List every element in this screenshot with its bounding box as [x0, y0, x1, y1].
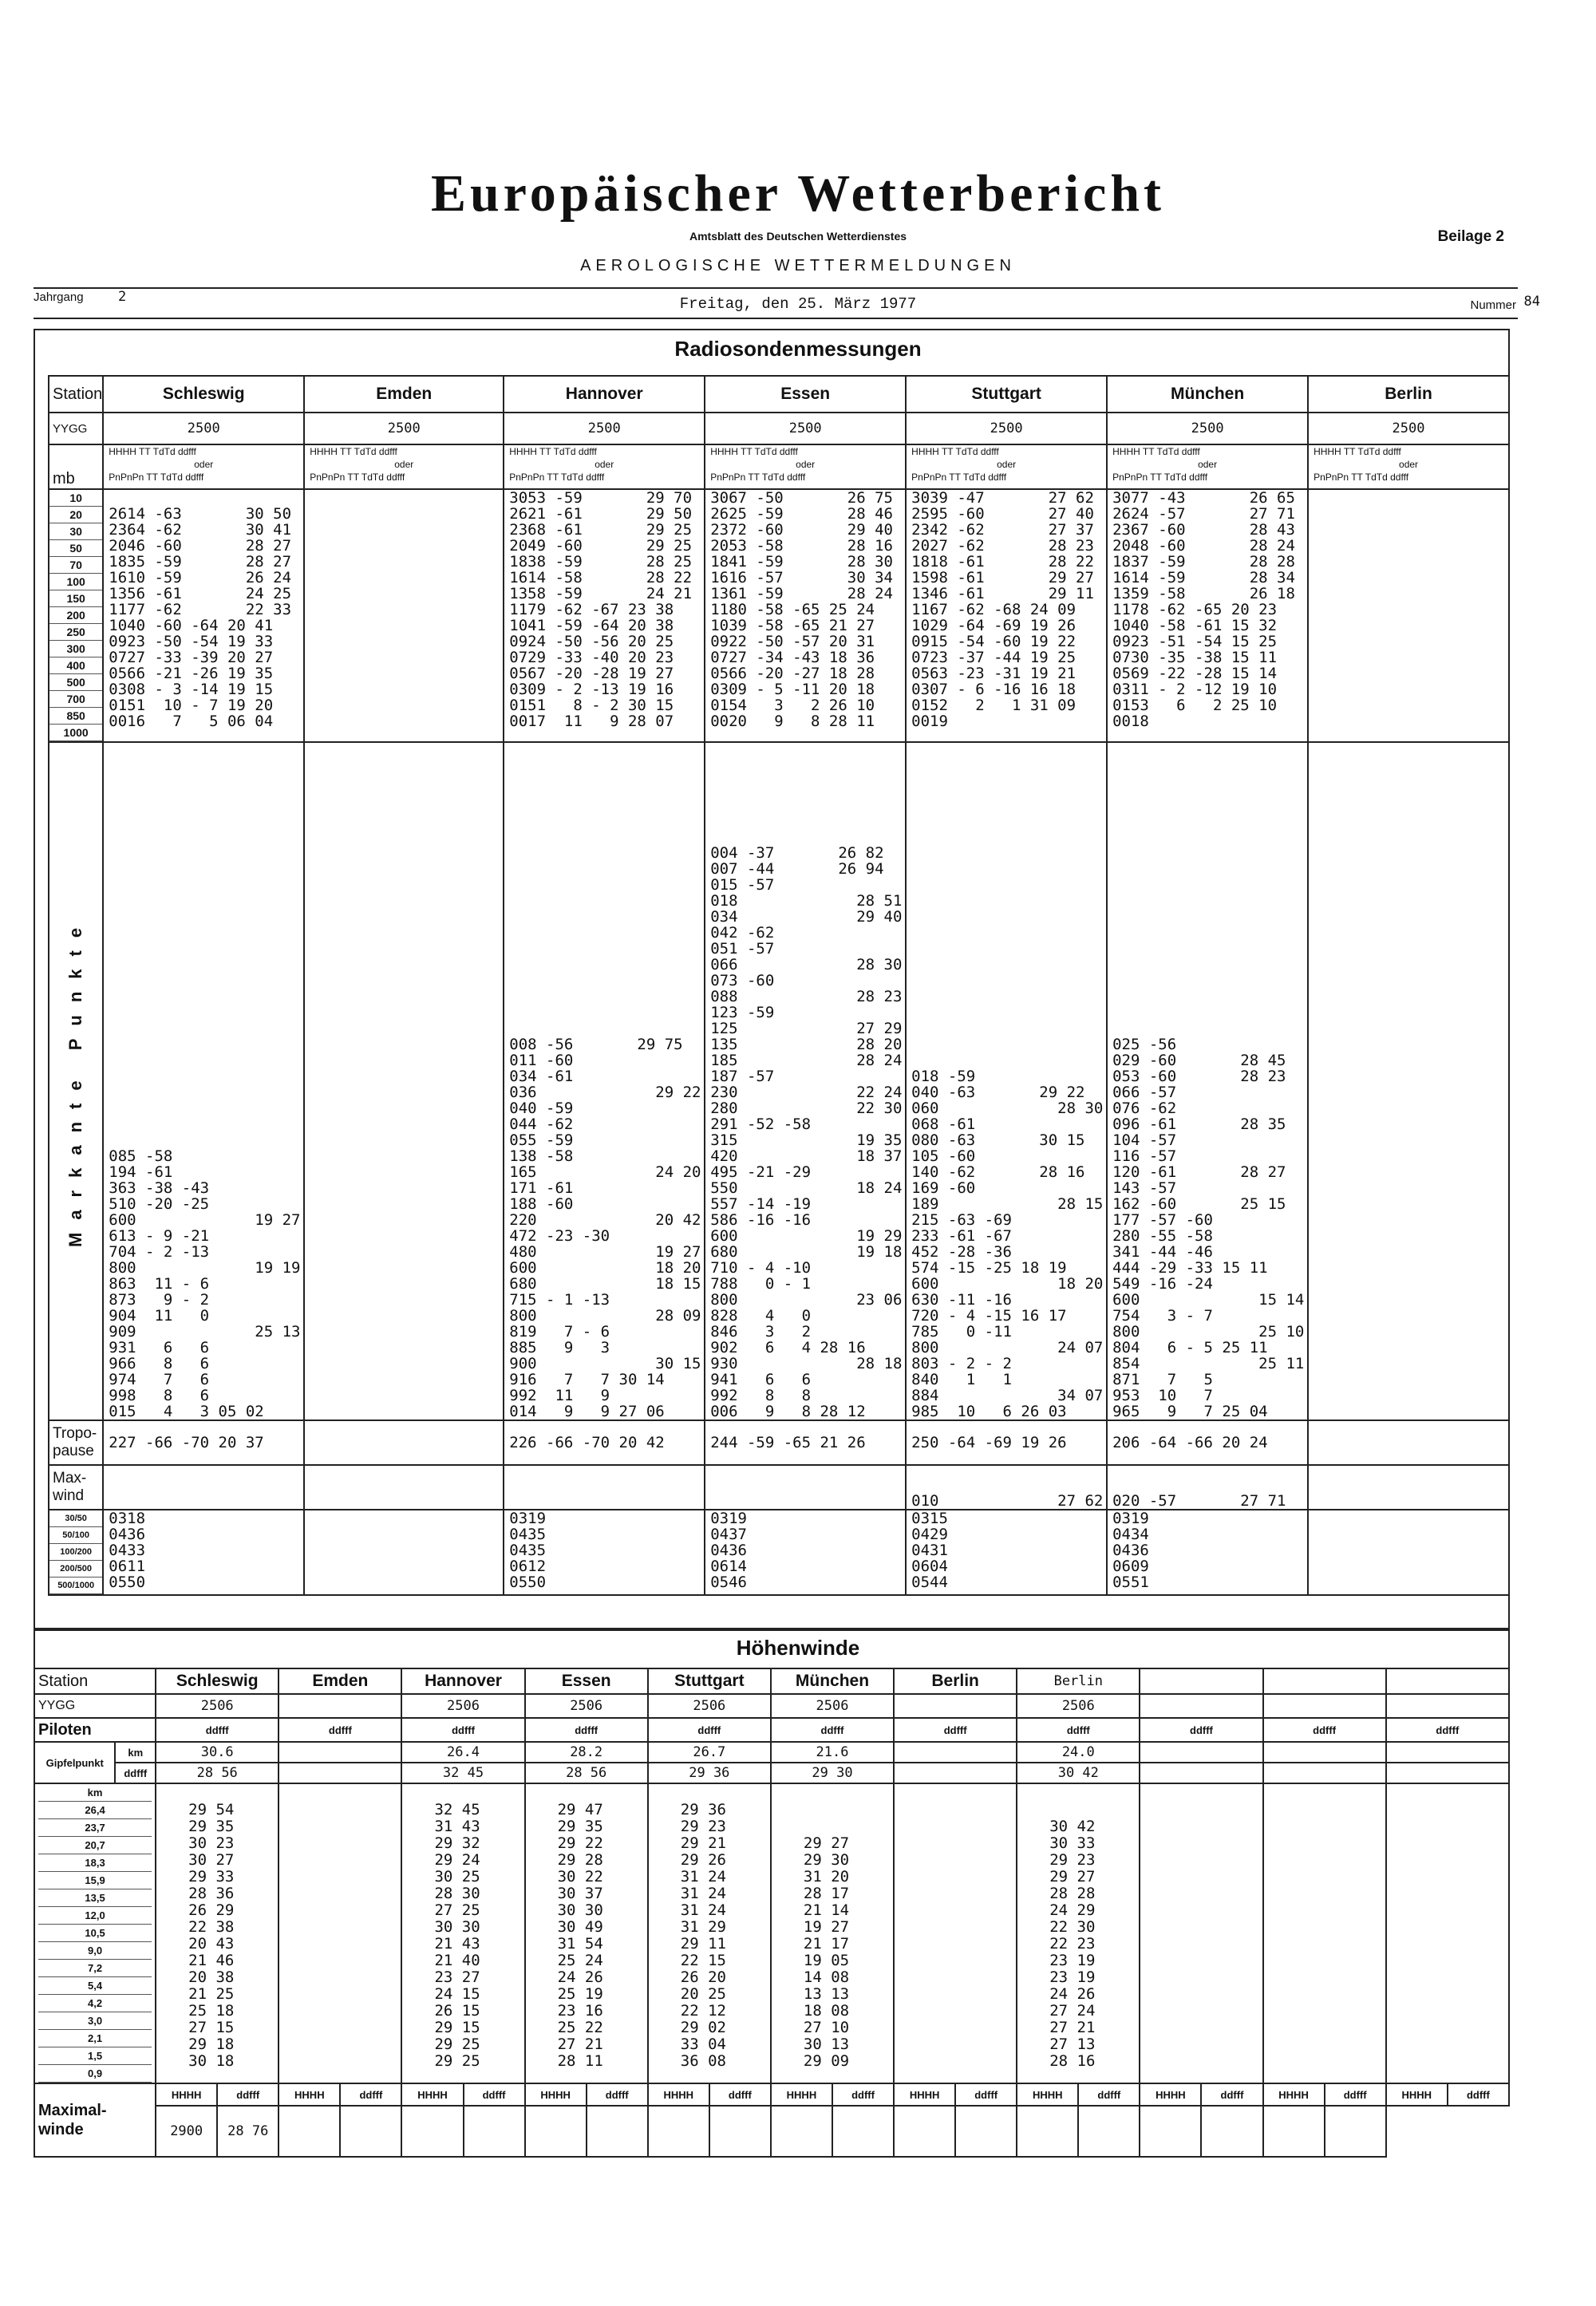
height-level: 13,5	[38, 1889, 152, 1907]
height-level: 23,7	[38, 1819, 152, 1837]
ddfff-header: ddfff	[525, 1718, 648, 1742]
marked-points-data: 025 -56 029 -60 28 45 053 -60 28 23 066 -57 076 -62 096 -61 28 35 104 -57 116 -57 120 -61 28 27 143 -57 162 -60 25 15 177 -57 -60 280 -55 -58 341 -44 -46 444 -29 -33 15 11 549 -16 -24 600 15 14 754 3 - 7 800 25 10 804 6 - 5 25 11 854 25 11 871 7 5 953 10 7 965 9 7 25 04	[1107, 742, 1308, 1420]
wind-column: 32 45 31 43 29 32 29 24 30 25 28 30 27 25 30 30 21 43 21 40 23 27 24 15 26 15 29 15 29 25 29 25	[401, 1783, 524, 2083]
level-label: 20	[49, 507, 102, 523]
section-heading: AEROLOGISCHE WETTERMELDUNGEN	[580, 257, 1016, 274]
gipfel-wind-value: 29 30	[771, 1763, 894, 1783]
gipfel-km-value: 26.4	[401, 1742, 524, 1763]
header-bottom: PnPnPn TT TdTd ddfff	[1314, 472, 1409, 483]
header-top: HHHH TT TdTd ddfff	[1112, 446, 1200, 457]
height-level: 2,1	[38, 2030, 152, 2047]
gipfel-wind-value: 28 56	[156, 1763, 279, 1783]
height-level: 9,0	[38, 1942, 152, 1960]
hw-yygg-value	[894, 1694, 1017, 1718]
wind-column: 30 42 30 33 29 23 29 27 28 28 24 29 22 30 22 23 23 19 23 19 24 26 27 24 27 21 27 13 28 16	[1017, 1783, 1140, 2083]
header-bottom: PnPnPn TT TdTd ddfff	[509, 472, 605, 483]
level-label: 500	[49, 674, 102, 691]
header-top: HHHH TT TdTd ddfff	[1314, 446, 1401, 457]
wind-column: 29 47 29 35 29 22 29 28 30 22 30 37 30 30 30 49 31 54 25 24 24 26 25 19 23 16 25 22 27 21 28 11	[525, 1783, 648, 2083]
hw-yygg-value	[1140, 1694, 1262, 1718]
ddfff-header: ddfff	[217, 2083, 279, 2106]
station-label: Station	[49, 376, 103, 413]
hhhh-header: HHHH	[525, 2083, 587, 2106]
gipfel-km-value: 24.0	[1017, 1742, 1140, 1763]
ddfff-header: ddfff	[648, 1718, 771, 1742]
hw-station-name	[1263, 1668, 1386, 1694]
hhhh-header: HHHH	[401, 2083, 463, 2106]
height-level: 15,9	[38, 1872, 152, 1889]
gipfel-km-value	[1140, 1742, 1262, 1763]
gipfel-km-label: km	[115, 1742, 156, 1763]
hw-yygg-value: 2506	[648, 1694, 771, 1718]
level-label: 10	[49, 490, 102, 507]
height-level: 18,3	[38, 1854, 152, 1872]
gipfel-km-value: 26.7	[648, 1742, 771, 1763]
layer-data: 0319 0437 0436 0614 0546	[705, 1510, 906, 1595]
column-header	[906, 444, 1107, 489]
level-label: 300	[49, 641, 102, 657]
gipfel-wind-value	[1263, 1763, 1386, 1783]
tropopause-data: 250 -64 -69 19 26	[906, 1420, 1107, 1465]
wind-column	[279, 1783, 401, 2083]
marked-points-label: Markante Punkte	[49, 742, 103, 1420]
yygg-value: 2500	[304, 413, 504, 444]
ddfff-header: ddfff	[832, 2083, 894, 2106]
station-name: München	[1107, 376, 1308, 413]
tropopause-data	[1308, 1420, 1509, 1465]
hw-yygg-value	[279, 1694, 401, 1718]
header-oder: oder	[394, 459, 414, 470]
subtitle: Amtsblatt des Deutschen Wetterdienstes	[689, 230, 907, 243]
station-name: Schleswig	[103, 376, 304, 413]
layer-labels	[49, 1510, 103, 1595]
layer-data: 0315 0429 0431 0604 0544	[906, 1510, 1107, 1595]
level-label: 250	[49, 624, 102, 641]
hoehenwinde-title: Höhenwinde	[736, 1636, 860, 1660]
maxwind-data	[705, 1465, 906, 1510]
header-oder: oder	[796, 459, 816, 470]
page-title: Europäischer Wetterbericht	[430, 164, 1166, 223]
yygg-value: 2500	[705, 413, 906, 444]
header-bottom: PnPnPn TT TdTd ddfff	[310, 472, 405, 483]
ddfff-header: ddfff	[1448, 2083, 1509, 2106]
height-level: 26,4	[38, 1802, 152, 1819]
main-levels-data	[1308, 489, 1509, 742]
issue-date: Freitag, den 25. März 1977	[679, 295, 917, 313]
marked-points-data: 004 -37 26 82 007 -44 26 94 015 -57 018 28 51 034 29 40 042 -62 051 -57 066 28 30 073 -60 088 28 23 123 -59 125 27 29 135 28 20 185 28 24 187 -57 230 22 24 280 22 30 291 -52 -58 315 19 35 420 18 37 495 -21 -29 550 18 24 557 -14 -19 586 -16 -16 600 19 29 680 19 18 710 - 4 -10 788 0 - 1 800 23 06 828 4 0 846 3 2 902 6 4 28 16 930 28 18 941 6 6 992 8 8 006 9 8 28 12	[705, 742, 906, 1420]
hhhh-header: HHHH	[894, 2083, 955, 2106]
station-name: Emden	[304, 376, 504, 413]
radiosonde-title: Radiosondenmessungen	[674, 337, 922, 361]
height-level: 4,2	[38, 1995, 152, 2012]
height-unit-label: km	[38, 1784, 152, 1802]
header-top: HHHH TT TdTd ddfff	[109, 446, 196, 457]
nummer-label: Nummer	[1470, 298, 1516, 312]
layer-data	[304, 1510, 504, 1595]
yygg-value: 2500	[103, 413, 304, 444]
ddfff-header: ddfff	[771, 1718, 894, 1742]
tropopause-data	[304, 1420, 504, 1465]
mb-label: mb	[49, 444, 103, 489]
layer-label: 50/100	[49, 1527, 102, 1544]
wind-column	[1140, 1783, 1262, 2083]
maximal-winds-label: Maximal- winde	[34, 2083, 156, 2157]
pressure-levels	[49, 489, 103, 742]
hhhh-header: HHHH	[771, 2083, 832, 2106]
main-levels-data: 3039 -47 27 62 2595 -60 27 40 2342 -62 27 37 2027 -62 28 23 1818 -61 28 22 1598 -61 29 27 1346 -61 29 11 1167 -62 -68 24 09 1029 -64 -69 19 26 0915 -54 -60 19 22 0723 -37 -44 19 25 0563 -23 -31 19 21 0307 - 6 -16 16 18 0152 2 1 31 09 0019	[906, 489, 1107, 742]
maxwind-data	[103, 1465, 304, 1510]
wind-column: 29 36 29 23 29 21 29 26 31 24 31 24 31 24 31 29 29 11 22 15 26 20 20 25 22 12 29 02 33 04 36 08	[648, 1783, 771, 2083]
level-label: 50	[49, 540, 102, 557]
maximal-wind: 28 76	[217, 2106, 279, 2157]
maxwind-data	[504, 1465, 705, 1510]
ddfff-header: ddfff	[1386, 1718, 1509, 1742]
gipfel-km-value	[279, 1742, 401, 1763]
level-label: 150	[49, 590, 102, 607]
main-levels-data: 3053 -59 29 70 2621 -61 29 50 2368 -61 29 25 2049 -60 29 25 1838 -59 28 25 1614 -58 28 22 1358 -59 24 21 1179 -62 -67 23 38 1041 -59 -64 20 38 0924 -50 -56 20 25 0729 -33 -40 20 23 0567 -20 -28 19 27 0309 - 2 -13 19 16 0151 8 - 2 30 15 0017 11 9 28 07	[504, 489, 705, 742]
layer-data: 0318 0436 0433 0611 0550	[103, 1510, 304, 1595]
marked-points-data: 018 -59 040 -63 29 22 060 28 30 068 -61 080 -63 30 15 105 -60 140 -62 28 16 169 -60 189 28 15 215 -63 -69 233 -61 -67 452 -28 -36 574 -15 -25 18 19 600 18 20 630 -11 -16 720 - 4 -15 16 17 785 0 -11 800 24 07 803 - 2 - 2 840 1 1 884 34 07 985 10 6 26 03	[906, 742, 1107, 1420]
level-label: 30	[49, 523, 102, 540]
header-oder: oder	[595, 459, 614, 470]
wind-column: 29 54 29 35 30 23 30 27 29 33 28 36 26 29 22 38 20 43 21 46 20 38 21 25 25 18 27 15 29 18 30 18	[156, 1783, 279, 2083]
header-top: HHHH TT TdTd ddfff	[509, 446, 597, 457]
divider	[34, 318, 1518, 319]
hw-yygg-value: 2506	[156, 1694, 279, 1718]
column-header	[1107, 444, 1308, 489]
main-levels-data: 3067 -50 26 75 2625 -59 28 46 2372 -60 29 40 2053 -58 28 16 1841 -59 28 30 1616 -57 30 34 1361 -59 28 24 1180 -58 -65 25 24 1039 -58 -65 21 27 0922 -50 -57 20 31 0727 -34 -43 18 36 0566 -20 -27 18 28 0309 - 5 -11 20 18 0154 3 2 26 10 0020 9 8 28 11	[705, 489, 906, 742]
hoehenwinde-table	[34, 1668, 1510, 2158]
hhhh-header: HHHH	[1263, 2083, 1325, 2106]
layer-data	[1308, 1510, 1509, 1595]
hw-yygg-value: 2506	[525, 1694, 648, 1718]
layer-label: 500/1000	[49, 1577, 102, 1594]
gipfelpunkt-label: Gipfelpunkt	[34, 1742, 115, 1783]
height-level: 1,5	[38, 2047, 152, 2065]
main-levels-data: 2614 -63 30 50 2364 -62 30 41 2046 -60 28 27 1835 -59 28 27 1610 -59 26 24 1356 -61 24 25 1177 -62 22 33 1040 -60 -64 20 41 0923 -50 -54 19 33 0727 -33 -39 20 27 0566 -21 -26 19 35 0308 - 3 -14 19 15 0151 10 - 7 19 20 0016 7 5 06 04	[103, 489, 304, 742]
tropopause-data: 226 -66 -70 20 42	[504, 1420, 705, 1465]
wind-column	[1263, 1783, 1386, 2083]
hw-station-name	[1140, 1668, 1262, 1694]
ddfff-header: ddfff	[1263, 1718, 1386, 1742]
layer-label: 200/500	[49, 1561, 102, 1577]
header-top: HHHH TT TdTd ddfff	[710, 446, 798, 457]
maxwind-data	[1308, 1465, 1509, 1510]
jahrgang-value: 2	[118, 289, 127, 305]
nummer-value: 84	[1523, 294, 1540, 310]
hw-yygg-value: 2506	[401, 1694, 524, 1718]
hw-yygg-value: 2506	[1017, 1694, 1140, 1718]
header-bottom: PnPnPn TT TdTd ddfff	[710, 472, 806, 483]
yygg-value: 2500	[906, 413, 1107, 444]
gipfel-wind-value	[1140, 1763, 1262, 1783]
column-header	[103, 444, 304, 489]
hw-station-name: Schleswig	[156, 1668, 279, 1694]
station-name: Hannover	[504, 376, 705, 413]
yygg-value: 2500	[1308, 413, 1509, 444]
hw-station-name: Emden	[279, 1668, 401, 1694]
hw-station-name	[1386, 1668, 1509, 1694]
wind-column	[894, 1783, 1017, 2083]
layer-label: 100/200	[49, 1544, 102, 1561]
ddfff-header: ddfff	[156, 1718, 279, 1742]
gipfel-wind-value	[894, 1763, 1017, 1783]
header-oder: oder	[194, 459, 214, 470]
yygg-label: YYGG	[49, 413, 103, 444]
ddfff-header: ddfff	[587, 2083, 648, 2106]
ddfff-header: ddfff	[340, 2083, 401, 2106]
level-label: 70	[49, 557, 102, 574]
hw-station-name: Berlin	[1017, 1668, 1140, 1694]
hw-yygg-value	[1386, 1694, 1509, 1718]
header-top: HHHH TT TdTd ddfff	[310, 446, 397, 457]
station-name: Stuttgart	[906, 376, 1107, 413]
hw-yygg-value	[1263, 1694, 1386, 1718]
hhhh-header: HHHH	[279, 2083, 340, 2106]
beilage-label: Beilage 2	[1437, 228, 1504, 245]
gipfel-km-value	[1263, 1742, 1386, 1763]
level-label: 100	[49, 574, 102, 590]
level-label: 700	[49, 691, 102, 708]
gipfel-ddfff-label: ddfff	[115, 1763, 156, 1783]
station-name: Berlin	[1308, 376, 1509, 413]
gipfel-km-value	[1386, 1742, 1509, 1763]
tropopause-label: Tropo- pause	[49, 1420, 103, 1465]
maxwind-label: Max- wind	[49, 1465, 103, 1510]
hw-station-name: Hannover	[401, 1668, 524, 1694]
hhhh-header: HHHH	[1140, 2083, 1201, 2106]
level-label: 1000	[49, 725, 102, 741]
column-header	[304, 444, 504, 489]
header-oder: oder	[997, 459, 1017, 470]
maxwind-data: 010 27 62	[906, 1465, 1107, 1510]
header-oder: oder	[1399, 459, 1419, 470]
ddfff-header: ddfff	[894, 1718, 1017, 1742]
piloten-label: Piloten	[34, 1718, 156, 1742]
gipfel-wind-value: 32 45	[401, 1763, 524, 1783]
wind-column: 29 27 29 30 31 20 28 17 21 14 19 27 21 17 19 05 14 08 13 13 18 08 27 10 30 13 29 09	[771, 1783, 894, 2083]
tropopause-data: 206 -64 -66 20 24	[1107, 1420, 1308, 1465]
gipfel-wind-value: 29 36	[648, 1763, 771, 1783]
main-levels-data	[304, 489, 504, 742]
hhhh-header: HHHH	[648, 2083, 709, 2106]
header-top: HHHH TT TdTd ddfff	[911, 446, 999, 457]
height-level: 3,0	[38, 2012, 152, 2030]
hw-station-label: Station	[34, 1668, 156, 1694]
hw-station-name: Berlin	[894, 1668, 1017, 1694]
tropopause-data: 244 -59 -65 21 26	[705, 1420, 906, 1465]
ddfff-header: ddfff	[1201, 2083, 1262, 2106]
wind-column	[1386, 1783, 1509, 2083]
hw-station-name: München	[771, 1668, 894, 1694]
marked-points-data	[1308, 742, 1509, 1420]
ddfff-header: ddfff	[1017, 1718, 1140, 1742]
column-header	[1308, 444, 1509, 489]
gipfel-km-value: 21.6	[771, 1742, 894, 1763]
station-name: Essen	[705, 376, 906, 413]
ddfff-header: ddfff	[1078, 2083, 1140, 2106]
jahrgang-label: Jahrgang	[34, 290, 84, 304]
header-bottom: PnPnPn TT TdTd ddfff	[911, 472, 1007, 483]
hhhh-header: HHHH	[1386, 2083, 1448, 2106]
maximal-height: 2900	[156, 2106, 217, 2157]
ddfff-header: ddfff	[401, 1718, 524, 1742]
hw-station-name: Essen	[525, 1668, 648, 1694]
radiosonde-table	[48, 375, 1510, 1596]
height-level: 20,7	[38, 1837, 152, 1854]
gipfel-wind-value	[1386, 1763, 1509, 1783]
hw-station-name: Stuttgart	[648, 1668, 771, 1694]
hw-yygg-label: YYGG	[34, 1694, 156, 1718]
hw-yygg-value: 2506	[771, 1694, 894, 1718]
height-levels	[34, 1783, 156, 2083]
hhhh-header: HHHH	[1017, 2083, 1078, 2106]
level-label: 200	[49, 607, 102, 624]
gipfel-km-value	[894, 1742, 1017, 1763]
marked-points-data: 085 -58 194 -61 363 -38 -43 510 -20 -25 600 19 27 613 - 9 -21 704 - 2 -13 800 19 19 863 11 - 6 873 9 - 2 904 11 0 909 25 13 931 6 6 966 8 6 974 7 6 998 8 6 015 4 3 05 02	[103, 742, 304, 1420]
tropopause-data: 227 -66 -70 20 37	[103, 1420, 304, 1465]
level-label: 850	[49, 708, 102, 725]
ddfff-header: ddfff	[464, 2083, 525, 2106]
layer-data: 0319 0435 0435 0612 0550	[504, 1510, 705, 1595]
height-level: 7,2	[38, 1960, 152, 1977]
ddfff-header: ddfff	[1325, 2083, 1386, 2106]
header-bottom: PnPnPn TT TdTd ddfff	[1112, 472, 1208, 483]
hhhh-header: HHHH	[156, 2083, 217, 2106]
marked-points-data: 008 -56 29 75 011 -60 034 -61 036 29 22 040 -59 044 -62 055 -59 138 -58 165 24 20 171 -61 188 -60 220 20 42 472 -23 -30 480 19 27 600 18 20 680 18 15 715 - 1 -13 800 28 09 819 7 - 6 885 9 3 900 30 15 916 7 7 30 14 992 11 9 014 9 9 27 06	[504, 742, 705, 1420]
column-header	[705, 444, 906, 489]
ddfff-header: ddfff	[955, 2083, 1017, 2106]
gipfel-km-value: 28.2	[525, 1742, 648, 1763]
height-level: 0,9	[38, 2065, 152, 2083]
yygg-value: 2500	[1107, 413, 1308, 444]
layer-data: 0319 0434 0436 0609 0551	[1107, 1510, 1308, 1595]
ddfff-header: ddfff	[709, 2083, 771, 2106]
divider	[34, 287, 1518, 289]
maxwind-data: 020 -57 27 71	[1107, 1465, 1308, 1510]
yygg-value: 2500	[504, 413, 705, 444]
gipfel-wind-value: 30 42	[1017, 1763, 1140, 1783]
header-oder: oder	[1198, 459, 1218, 470]
height-level: 10,5	[38, 1925, 152, 1942]
height-level: 5,4	[38, 1977, 152, 1995]
gipfel-wind-value	[279, 1763, 401, 1783]
ddfff-header: ddfff	[279, 1718, 401, 1742]
ddfff-header: ddfff	[1140, 1718, 1262, 1742]
maxwind-data	[304, 1465, 504, 1510]
layer-label: 30/50	[49, 1510, 102, 1527]
height-level: 12,0	[38, 1907, 152, 1925]
header-bottom: PnPnPn TT TdTd ddfff	[109, 472, 204, 483]
column-header	[504, 444, 705, 489]
marked-points-data	[304, 742, 504, 1420]
level-label: 400	[49, 657, 102, 674]
main-levels-data: 3077 -43 26 65 2624 -57 27 71 2367 -60 28 43 2048 -60 28 24 1837 -59 28 28 1614 -59 28 34 1359 -58 26 18 1178 -62 -65 20 23 1040 -58 -61 15 32 0923 -51 -54 15 25 0730 -35 -38 15 11 0569 -22 -28 15 14 0311 - 2 -12 19 10 0153 6 2 25 10 0018	[1107, 489, 1308, 742]
gipfel-km-value: 30.6	[156, 1742, 279, 1763]
gipfel-wind-value: 28 56	[525, 1763, 648, 1783]
